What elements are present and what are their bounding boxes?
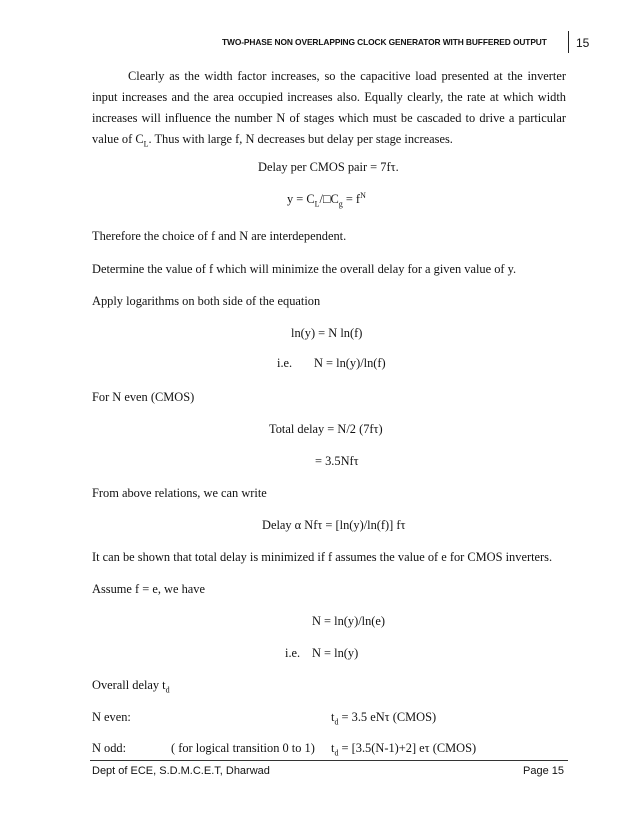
footer-rule [90,760,568,761]
header-page-number: 15 [576,36,590,50]
n-equation-2: N = ln(y) [312,646,359,660]
n-ln-e-equation: N = ln(y)/ln(e) [312,614,386,628]
n-equation-1: N = ln(y)/ln(f) [314,356,386,370]
n-odd-note: ( for logical transition 0 to 1) [171,741,315,755]
running-header: TWO-PHASE NON OVERLAPPING CLOCK GENERATOR WITH BUFFERED OUTPUT [222,37,547,47]
n-even-heading: For N even (CMOS) [92,390,195,404]
n-even-equation: $t_d = 3.5$ eNτ (CMOS) [331,710,437,727]
header-divider [568,31,569,53]
total-delay-equation: Total delay = N/2 (7fτ) [269,422,383,436]
delay-per-pair: Delay per CMOS pair = 7fτ. [258,160,399,174]
intro-paragraph: Clearly as the width factor increases, so the capacitive load presented at the inverter input increases and the area occupied increases also. Equally clearly, the rate at which width increases will influence the number N of stages which must be cascaded to drive a particular value of $C_L$. Thus with large f, N decreases but delay per stage increases. [92,69,566,149]
delay-alpha-equation: Delay α Nfτ = [ln(y)/ln(f)] fτ [262,518,406,532]
footer-page-number: Page 15 [523,765,564,777]
apply-line: Apply logarithms on both side of the equation [92,294,321,308]
delay-35-equation: = 3.5Nfτ [315,454,359,468]
from-above-line: From above relations, we can write [92,486,267,500]
y-equation: $y = C_L/□C_g = f^N$ [287,190,366,209]
ie-label-2: i.e. [285,646,301,660]
footer-department: Dept of ECE, S.D.M.C.E.T, Dharwad [92,765,270,777]
overall-delay-line: Overall delay $t_d$ [92,678,170,695]
n-odd-equation: $t_d = [3.5(N-1)+2]$ eτ (CMOS) [331,741,477,758]
determine-line: Determine the value of f which will minimize the overall delay for a given value of y. [92,262,517,276]
n-odd-label: N odd: [92,741,127,755]
ie-label-1: i.e. [277,356,293,370]
assume-line: Assume f = e, we have [92,582,205,596]
choice-line: Therefore the choice of f and N are interdependent. [92,229,347,243]
minimized-line: It can be shown that total delay is minimized if f assumes the value of e for CMOS inverters. [92,550,553,564]
ln-equation: ln(y) = N ln(f) [291,326,363,340]
n-even-label: N even: [92,710,131,724]
